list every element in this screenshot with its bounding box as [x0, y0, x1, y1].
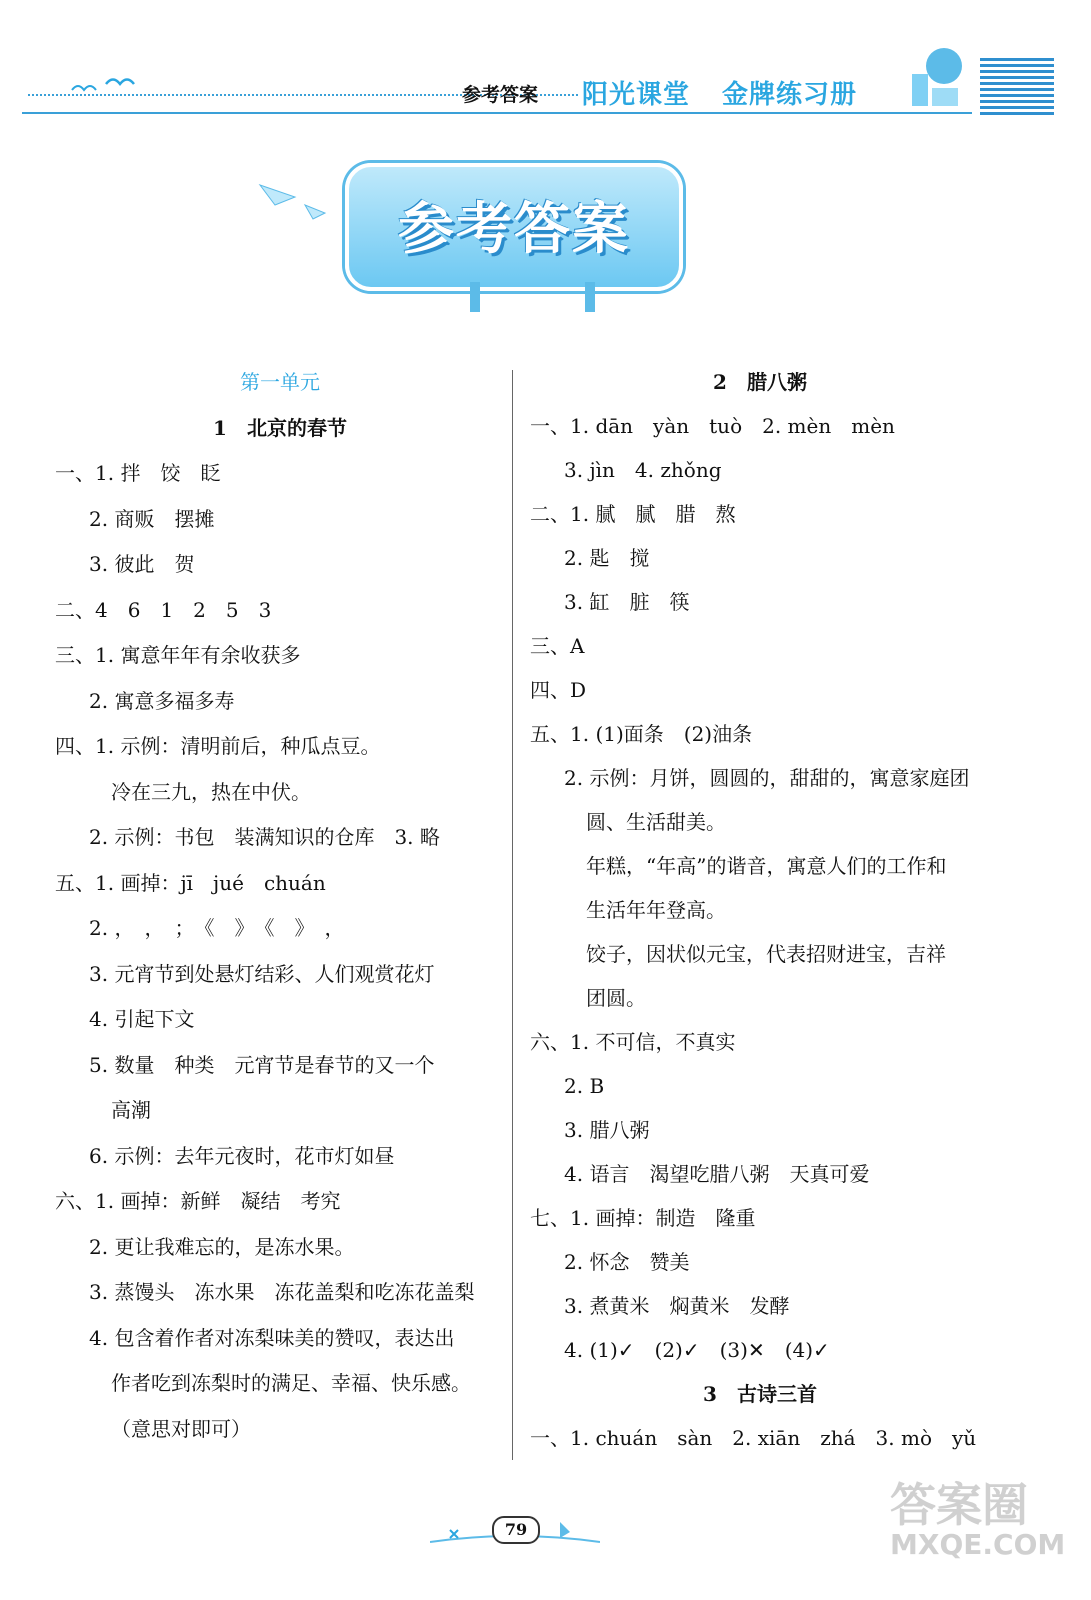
- answer-line: 七、1. 画掉：制造 隆重: [530, 1206, 756, 1230]
- answer-line: 3. 腊八粥: [564, 1118, 650, 1142]
- header-stripes: [980, 58, 1054, 116]
- answer-line: 高潮: [111, 1098, 151, 1122]
- header-section: 参考答案: [462, 84, 539, 106]
- right-column: [530, 360, 990, 1460]
- answer-line: 三、1. 寓意年年有余收获多: [55, 643, 301, 667]
- answer-line: 3. 彼此 贺: [89, 552, 195, 576]
- answer-line: 6. 示例：去年元夜时，花市灯如昼: [89, 1143, 395, 1168]
- answer-line: 2. 更让我难忘的，是冻水果。: [89, 1234, 355, 1259]
- answer-line: 5. 数量 种类 元宵节是春节的又一个: [89, 1052, 435, 1077]
- answer-line: （意思对即可）: [111, 1416, 251, 1441]
- answer-line: 一、1. dān yàn tuò 2. mèn mèn: [530, 414, 895, 438]
- answer-line: 五、1. (1)面条 (2)油条: [530, 722, 753, 746]
- answer-line: 2. B: [564, 1074, 605, 1098]
- answer-line: 3 古诗三首: [703, 1382, 817, 1406]
- answer-line: 作者吃到冻梨时的满足、幸福、快乐感。: [111, 1371, 471, 1395]
- answer-line: 4. 语言 渴望吃腊八粥 天真可爱: [564, 1162, 870, 1186]
- paper-plane-icon: [255, 175, 335, 225]
- answer-line: 一、1. 拌 饺 眨: [55, 461, 221, 485]
- answer-line: 冷在三九，热在中伏。: [111, 779, 311, 804]
- answer-line: 2. 商贩 摆摊: [89, 506, 215, 531]
- header-brand-2: 金牌练习册: [722, 80, 858, 110]
- answer-line: 三、A: [530, 634, 585, 658]
- column-divider: [512, 370, 513, 1460]
- banner-leg-left: [470, 282, 480, 312]
- watermark-url: MXQE.COM: [890, 1528, 1066, 1561]
- answer-line: 六、1. 画掉：新鲜 凝结 考究: [55, 1189, 341, 1213]
- answer-line: 3. 煮黄米 焖黄米 发酵: [564, 1294, 790, 1318]
- answer-line: 二、4 6 1 2 5 3: [55, 597, 272, 622]
- answer-line: 2. 示例：月饼，圆圆的，甜甜的，寓意家庭团: [564, 766, 970, 790]
- banner-title: 参考答案: [398, 197, 630, 262]
- watermark: [890, 1480, 1065, 1560]
- answer-line: 年糕，“年高”的谐音，寓意人们的工作和: [586, 854, 947, 878]
- answer-line: 4. (1)✓ (2)✓ (3)✕ (4)✓: [564, 1338, 830, 1362]
- watermark-logo: 答案圈: [890, 1478, 1028, 1532]
- page-footer: [430, 1512, 600, 1552]
- page-header: [22, 40, 1054, 120]
- answer-line: 2. 怀念 赞美: [564, 1250, 690, 1274]
- answer-line: 2. 示例：书包 装满知识的仓库 3. 略: [89, 825, 440, 849]
- answer-line: 4. 包含着作者对冻梨味美的赞叹，表达出: [89, 1325, 455, 1350]
- answer-line: 圆、生活甜美。: [586, 810, 726, 834]
- answer-line: 3. 蒸馒头 冻水果 冻花盖梨和吃冻花盖梨: [89, 1280, 475, 1304]
- header-brand-1: 阳光课堂: [582, 80, 691, 110]
- answer-line: 六、1. 不可信，不真实: [530, 1030, 736, 1054]
- answer-line: 2. 寓意多福多寿: [89, 688, 235, 713]
- answer-line: 4. 引起下文: [89, 1007, 195, 1031]
- answer-line: 一、1. chuán sàn 2. xiān zhá 3. mò yǔ: [530, 1426, 977, 1450]
- answer-line: 第一单元: [240, 370, 320, 394]
- answer-line: 生活年年登高。: [586, 898, 726, 922]
- answer-line: 饺子，因状似元宝，代表招财进宝，吉祥: [586, 942, 946, 966]
- answer-line: 五、1. 画掉：jī jué chuán: [55, 870, 326, 895]
- answer-line: 1 北京的春节: [213, 415, 347, 440]
- answer-line: 2 腊八粥: [713, 370, 807, 394]
- banner-leg-right: [585, 282, 595, 312]
- answer-line: 二、1. 腻 腻 腊 熬: [530, 502, 736, 526]
- answer-line: 四、D: [530, 678, 587, 702]
- answer-line: 2. ， ， ； 《 》 《 》 ，: [89, 916, 345, 940]
- answer-line: 团圆。: [586, 986, 646, 1010]
- answer-line: 2. 匙 搅: [564, 546, 650, 570]
- left-column: [55, 360, 505, 1452]
- answer-line: 3. 缸 脏 筷: [564, 590, 690, 614]
- page-number: 79: [492, 1516, 540, 1544]
- header-rule: [22, 112, 972, 114]
- title-banner: [345, 163, 683, 291]
- answer-line: 3. jìn 4. zhǒng: [564, 458, 722, 482]
- answer-line: 四、1. 示例：清明前后，种瓜点豆。: [55, 734, 381, 758]
- answer-line: 3. 元宵节到处悬灯结彩、人们观赏花灯: [89, 961, 435, 986]
- globe-icon: [892, 40, 972, 112]
